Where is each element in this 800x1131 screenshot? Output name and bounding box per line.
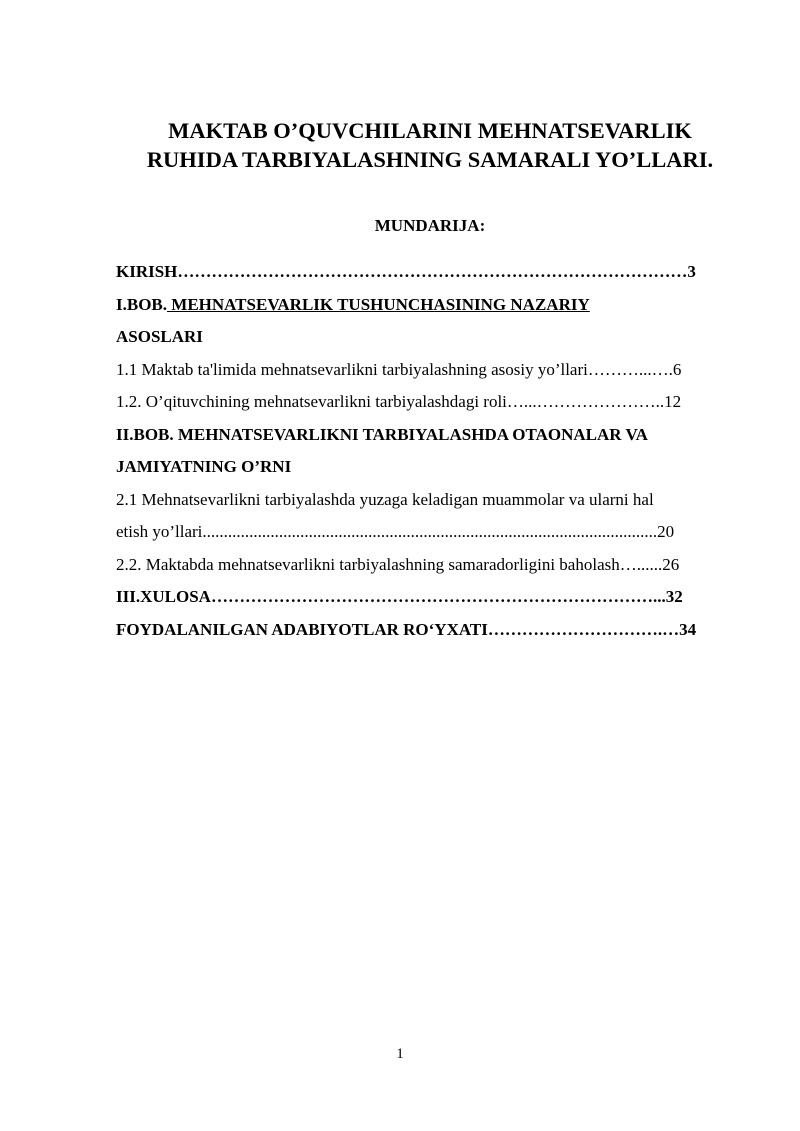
toc-heading: MUNDARIJA: xyxy=(374,216,486,235)
chapter-1-title: MEHNATSEVARLIK TUSHUNCHASINING NAZARIY xyxy=(167,294,590,314)
toc-entry-2-2: 2.2. Maktabda mehnatsevarlikni tarbiyalashning samaradorligini baholash…......26 xyxy=(116,554,680,574)
toc-entry-1-1: 1.1 Maktab ta'limida mehnatsevarlikni tarbiyalashning asosiy yo’llari………...….6 xyxy=(116,359,682,379)
page-number: 1 xyxy=(396,1046,404,1062)
toc-entry-2-1: 2.1 Mehnatsevarlikni tarbiyalashda yuzaga keladigan muammolar va ularni hal xyxy=(116,489,654,509)
title-line-1: MAKTAB O’QUVCHILARINI MEHNATSEVARLIK xyxy=(168,118,692,143)
document-title xyxy=(100,116,760,174)
toc-entry-chapter-1 xyxy=(116,289,740,322)
toc-entry-1-2: 1.2. O’qituvchining mehnatsevarlikni tarbiyalashdagi roli…...…………………..12 xyxy=(116,392,682,411)
toc-entry-kirish: KIRISH………………………………………………………………………………3 xyxy=(116,262,696,281)
chapter-1-label: I.BOB. xyxy=(116,294,168,314)
toc-entry-xulosa: III.XULOSA……………………………………………………………………...32 xyxy=(116,587,683,606)
toc-entry-adabiyotlar: FOYDALANILGAN ADABIYOTLAR RO‘YXATI………………………….…34 xyxy=(116,619,697,639)
toc-entry-chapter-2-cont: JAMIYATNING O’RNI xyxy=(116,457,292,476)
title-line-2: RUHIDA TARBIYALASHNING SAMARALI YO’LLARI. xyxy=(146,147,714,172)
toc-entry-chapter-1-cont: ASOSLARI xyxy=(116,327,203,346)
toc-entry-chapter-2: II.BOB. MEHNATSEVARLIKNI TARBIYALASHDA OTAONALAR VA xyxy=(116,424,648,444)
toc-entry-2-1-cont: etish yo’llari...........................................................................................................20 xyxy=(116,522,675,541)
table-of-contents xyxy=(116,256,740,646)
